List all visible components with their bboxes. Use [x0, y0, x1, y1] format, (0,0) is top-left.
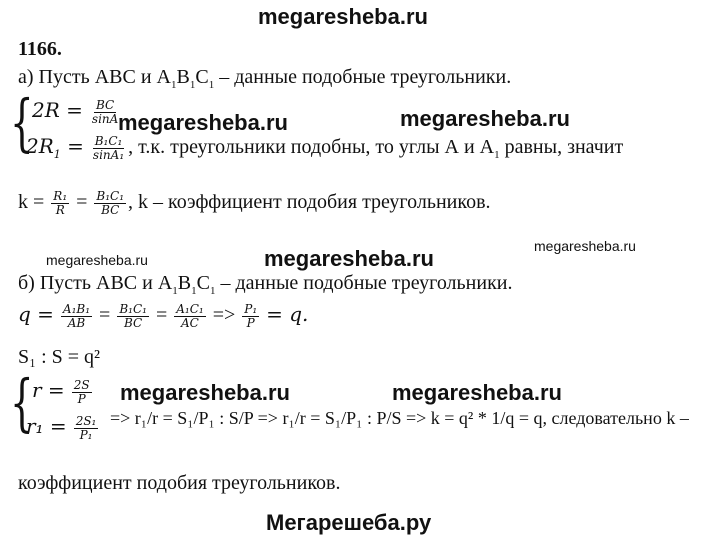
r-equation: r = $\frac{2S}{P}$	[32, 377, 90, 406]
fraction: $\frac{\text{A₁C₁}}{AC}$	[176, 301, 204, 330]
fraction: $\frac{\text{2S₁}}{\text{P₁}}$	[75, 413, 97, 442]
watermark-bottom: Мегарешеба.ру	[266, 510, 432, 535]
r1-equation: r₁ = $\frac{\text{2S₁}}{\text{P₁}}$	[26, 413, 97, 442]
fraction: $\frac{BC}{\sin A}$	[91, 97, 119, 126]
fraction: $\frac{\text{A₁B₁}}{AB}$	[62, 301, 91, 330]
fraction: $\frac{2S}{P}$	[73, 377, 90, 406]
watermark-top: megaresheba.ru	[258, 4, 428, 29]
fraction: $\frac{\text{B₁C₁}}{BC}$	[96, 189, 125, 217]
problem-number: 1166.	[18, 38, 62, 60]
fraction: $\frac{\text{P₁}}{P}$	[244, 301, 258, 330]
system-brace-b: {	[10, 366, 34, 439]
watermark: megaresheba.ru	[264, 246, 434, 271]
fraction: $\frac{\text{B₁C₁}}{BC}$	[119, 301, 147, 330]
watermark: megaresheba.ru	[400, 106, 570, 131]
system-brace-a: {	[10, 86, 34, 159]
k-definition: k = $\frac{\text{R₁}}{R}$ = $\frac{\text{B₁C₁}}{BC}$ , k – коэффициент подобия треугольников.	[18, 189, 491, 217]
fraction: $\frac{\text{R₁}}{R}$	[53, 189, 68, 217]
conclusion: коэффициент подобия треугольников.	[18, 472, 341, 494]
equation-2R1: $2R_1$ = $\frac{\text{B₁C₁}}{\text{sinA₁}}$ , т.к. треугольники подобны, то углы А и $А_1$ равны, значит	[26, 133, 624, 162]
area-ratio: S₁ : S = q²	[18, 346, 101, 368]
watermark: megaresheba.ru	[46, 252, 148, 268]
equation-2R: 2R = $\frac{BC}{\sin A}$	[32, 97, 119, 126]
part-b-intro: б) Пусть ABC и $A_1B_1C_1$ – данные подобные треугольники.	[18, 272, 513, 297]
part-a-intro: а) Пусть ABC и $A_1B_1C_1$ – данные подобные треугольники.	[18, 66, 512, 91]
watermark: megaresheba.ru	[392, 380, 562, 405]
q-equation: q = $\frac{\text{A₁B₁}}{AB}$ = $\frac{\text{B₁C₁}}{BC}$ = $\frac{\text{A₁C₁}}{AC}$ => $\frac{\text{P₁}}{P}$ = q.	[18, 301, 309, 330]
fraction: $\frac{\text{B₁C₁}}{\text{sinA₁}}$	[92, 133, 125, 162]
watermark: megaresheba.ru	[118, 110, 288, 135]
derivation-chain: => r₁/r = S₁/P₁ : S/P => r₁/r = S₁/P₁ : P/S => k = q² * 1/q = q, следовательно k –	[110, 408, 689, 428]
watermark: megaresheba.ru	[534, 238, 636, 254]
watermark: megaresheba.ru	[120, 380, 290, 405]
